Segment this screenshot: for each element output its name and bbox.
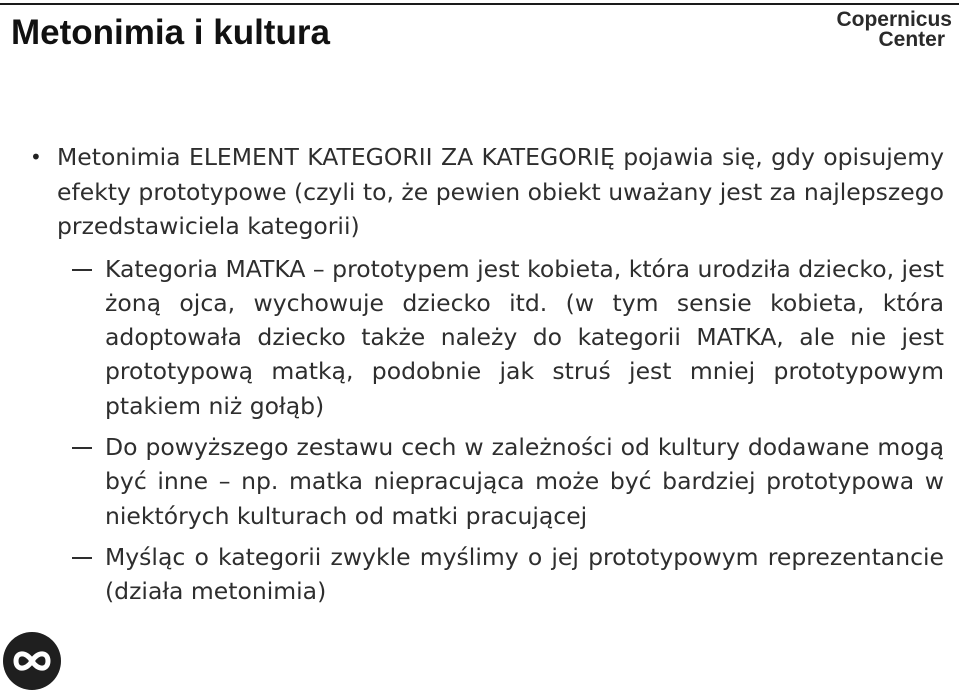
logo-line-1: Copernicus (836, 8, 952, 31)
main-bullet-text: Metonimia ELEMENT KATEGORII ZA KATEGORIĘ pojawia się, gdy opisujemy efekty prototypowe (czyli to, że pewien obiekt uważany jest za najlepszego przedstawiciela kategorii) (57, 143, 944, 240)
dash-icon (72, 557, 92, 559)
sub-bullet (72, 252, 944, 423)
top-rule (0, 3, 959, 5)
copernicus-center-logo (836, 10, 952, 50)
sub-bullet (72, 430, 944, 533)
main-bullet (30, 140, 944, 244)
sub-bullet-text: Kategoria MATKA – prototypem jest kobieta, która urodziła dziecko, jest żoną ojca, wychowuje dziecko itd. (w tym sensie kobieta, która adoptowała dziecko także należy do kategorii MATKA, ale nie jest prototypową matką, podobnie jak struś jest mniej prototypowym ptakiem niż gołąb) (105, 254, 944, 420)
sub-bullet (72, 540, 944, 609)
sub-bullet-text: Do powyższego zestawu cech w zależności od kultury dodawane mogą być inne – np. matka niepracująca może być bardziej prototypowa w niektórych kulturach od matki pracującej (105, 432, 944, 530)
bullet-dot-icon: • (30, 145, 42, 169)
dash-icon (72, 269, 92, 271)
sub-bullet-text: Myśląc o kategorii zwykle myślimy o jej prototypowym reprezentancie (działa metonimia) (105, 542, 944, 606)
copernicus-loop-icon (3, 632, 61, 690)
sub-bullet-list (30, 252, 944, 609)
logo-line-2: Center (878, 28, 945, 51)
slide-content (30, 140, 944, 615)
dash-icon (72, 447, 92, 449)
slide-title: Metonimia i kultura (11, 13, 330, 52)
